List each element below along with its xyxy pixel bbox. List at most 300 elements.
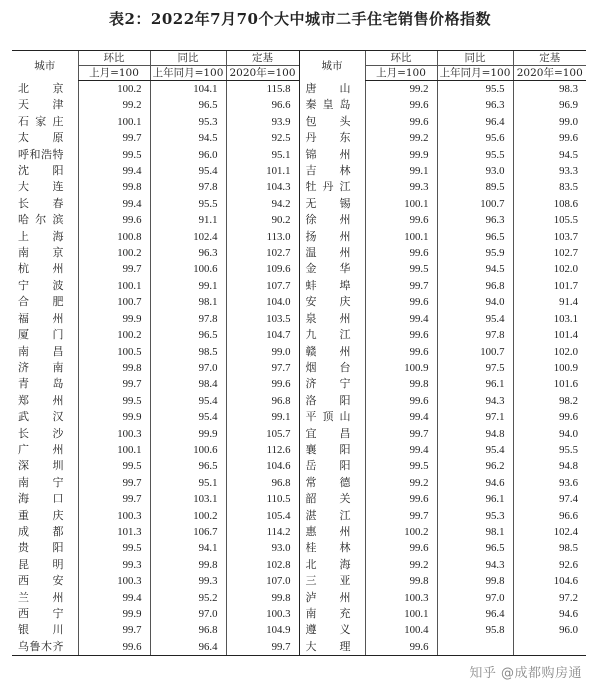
- cell-mom-left: 99.8: [78, 179, 150, 195]
- header-yoy-sub-left: 上年同月=100: [150, 66, 226, 81]
- cell-fixed-right: 94.6: [513, 606, 586, 622]
- cell-fixed-left: 99.1: [226, 409, 299, 425]
- cell-yoy-left: 96.3: [150, 245, 226, 261]
- cell-yoy-left: 97.0: [150, 360, 226, 376]
- cell-city-right: 三亚: [299, 573, 365, 589]
- cell-yoy-left: 96.5: [150, 458, 226, 474]
- cell-fixed-left: 112.6: [226, 442, 299, 458]
- cell-yoy-right: 94.5: [437, 261, 513, 277]
- table-row: [12, 147, 586, 163]
- cell-mom-left: 100.2: [78, 245, 150, 261]
- cell-yoy-right: 89.5: [437, 179, 513, 195]
- cell-city-left: 乌鲁木齐: [12, 639, 78, 656]
- cell-mom-left: 99.9: [78, 409, 150, 425]
- cell-yoy-left: 98.1: [150, 294, 226, 310]
- cell-fixed-left: 96.8: [226, 475, 299, 491]
- table-row: [12, 114, 586, 130]
- cell-mom-left: 99.6: [78, 212, 150, 228]
- header-mom-right: 环比: [365, 51, 437, 66]
- cell-fixed-left: 104.0: [226, 294, 299, 310]
- cell-city-right: 金华: [299, 261, 365, 277]
- cell-fixed-right: 105.5: [513, 212, 586, 228]
- cell-mom-right: 99.6: [365, 294, 437, 310]
- cell-mom-right: 99.6: [365, 114, 437, 130]
- cell-fixed-left: 95.1: [226, 147, 299, 163]
- cell-yoy-left: 97.0: [150, 606, 226, 622]
- cell-city-right: 桂林: [299, 540, 365, 556]
- cell-city-right: 南充: [299, 606, 365, 622]
- cell-fixed-right: 99.0: [513, 114, 586, 130]
- cell-mom-right: 99.1: [365, 163, 437, 179]
- cell-yoy-left: 99.9: [150, 426, 226, 442]
- cell-city-left: 深圳: [18, 459, 64, 473]
- cell-city-right: 秦皇岛: [299, 97, 365, 113]
- cell-mom-right: 99.6: [365, 540, 437, 556]
- cell-mom-left: 99.7: [78, 376, 150, 392]
- cell-mom-left: 99.9: [78, 311, 150, 327]
- cell-fixed-left: 107.7: [226, 278, 299, 294]
- table-row: [12, 196, 586, 212]
- cell-yoy-right: 100.7: [437, 344, 513, 360]
- cell-mom-right: 100.3: [365, 590, 437, 606]
- cell-city-right: 泉州: [299, 311, 365, 327]
- cell-mom-left: 99.4: [78, 196, 150, 212]
- cell-yoy-left: 100.6: [150, 261, 226, 277]
- table-row: [12, 163, 586, 179]
- cell-city-right: 岳阳: [299, 458, 365, 474]
- cell-yoy-right: 95.3: [437, 508, 513, 524]
- table-row: [12, 360, 586, 376]
- cell-fixed-left: 104.3: [226, 179, 299, 195]
- cell-fixed-left: 104.6: [226, 458, 299, 474]
- cell-city-left: 南昌: [18, 344, 64, 358]
- cell-yoy-right: 96.5: [437, 540, 513, 556]
- cell-yoy-right: 97.5: [437, 360, 513, 376]
- cell-fixed-left: 96.8: [226, 393, 299, 409]
- table-row: [12, 130, 586, 146]
- table-row: [12, 590, 586, 606]
- table-row: [12, 508, 586, 524]
- cell-mom-right: 100.4: [365, 622, 437, 638]
- cell-yoy-left: 100.2: [150, 508, 226, 524]
- cell-yoy-right: 95.4: [437, 442, 513, 458]
- header-yoy-right: 同比: [437, 51, 513, 66]
- table-row: [12, 261, 586, 277]
- cell-city-right: 九江: [299, 327, 365, 343]
- header-fixed-sub-left: 2020年=100: [226, 66, 299, 81]
- cell-fixed-left: 92.5: [226, 130, 299, 146]
- cell-city-left: 福州: [18, 311, 64, 325]
- cell-yoy-left: 102.4: [150, 229, 226, 245]
- header-mom-sub-right: 上月=100: [365, 66, 437, 81]
- cell-city-right: 湛江: [299, 508, 365, 524]
- cell-fixed-right: 102.0: [513, 261, 586, 277]
- cell-yoy-right: 96.4: [437, 606, 513, 622]
- cell-yoy-right: 95.8: [437, 622, 513, 638]
- cell-yoy-left: 96.0: [150, 147, 226, 163]
- cell-mom-left: 99.9: [78, 606, 150, 622]
- cell-yoy-left: 98.5: [150, 344, 226, 360]
- price-index-table: [12, 50, 586, 656]
- cell-mom-left: 100.3: [78, 508, 150, 524]
- cell-city-left: 青岛: [18, 377, 64, 391]
- cell-city-right: 济宁: [299, 376, 365, 392]
- cell-fixed-left: 113.0: [226, 229, 299, 245]
- cell-yoy-left: 96.5: [150, 327, 226, 343]
- cell-fixed-left: 97.7: [226, 360, 299, 376]
- cell-fixed-right: 108.6: [513, 196, 586, 212]
- table-body: [12, 81, 586, 656]
- cell-yoy-left: 91.1: [150, 212, 226, 228]
- table-row: [12, 442, 586, 458]
- cell-city-left: 天津: [18, 98, 64, 112]
- cell-fixed-left: 103.5: [226, 311, 299, 327]
- cell-city-left: 西安: [18, 574, 64, 588]
- cell-yoy-left: 104.1: [150, 81, 226, 98]
- table-row: [12, 458, 586, 474]
- cell-yoy-left: 99.3: [150, 573, 226, 589]
- cell-mom-right: 99.4: [365, 442, 437, 458]
- cell-fixed-right: 104.6: [513, 573, 586, 589]
- cell-fixed-left: 101.1: [226, 163, 299, 179]
- cell-mom-right: 99.6: [365, 327, 437, 343]
- cell-mom-right: 100.1: [365, 606, 437, 622]
- cell-yoy-left: 97.8: [150, 311, 226, 327]
- cell-mom-right: 99.7: [365, 278, 437, 294]
- cell-city-right: 牡丹江: [299, 179, 365, 195]
- cell-fixed-right: 103.1: [513, 311, 586, 327]
- table-row: [12, 311, 586, 327]
- cell-fixed-left: 105.7: [226, 426, 299, 442]
- cell-city-right: 大理: [299, 639, 365, 656]
- cell-fixed-left: 99.0: [226, 344, 299, 360]
- cell-mom-left: 99.5: [78, 147, 150, 163]
- cell-mom-right: 99.6: [365, 639, 437, 656]
- cell-yoy-right: 94.6: [437, 475, 513, 491]
- cell-fixed-left: 99.6: [226, 376, 299, 392]
- cell-mom-left: 100.1: [78, 442, 150, 458]
- table-row: [12, 639, 586, 656]
- cell-mom-left: 99.3: [78, 557, 150, 573]
- cell-yoy-left: 96.8: [150, 622, 226, 638]
- cell-yoy-left: 95.4: [150, 393, 226, 409]
- cell-fixed-right: 98.3: [513, 81, 586, 98]
- cell-city-left: 厦门: [18, 328, 64, 342]
- cell-yoy-right: 98.1: [437, 524, 513, 540]
- cell-fixed-right: [513, 639, 586, 656]
- cell-mom-right: 99.4: [365, 311, 437, 327]
- cell-fixed-left: 99.7: [226, 639, 299, 656]
- table-row: [12, 179, 586, 195]
- cell-fixed-right: 94.8: [513, 458, 586, 474]
- header-city-right: 城市: [299, 51, 365, 81]
- cell-fixed-right: 97.2: [513, 590, 586, 606]
- cell-fixed-right: 83.5: [513, 179, 586, 195]
- cell-city-right: 蚌埠: [299, 278, 365, 294]
- cell-fixed-right: 96.6: [513, 508, 586, 524]
- cell-fixed-left: 90.2: [226, 212, 299, 228]
- table-row: [12, 97, 586, 113]
- cell-city-left: 兰州: [18, 590, 64, 604]
- cell-fixed-right: 93.6: [513, 475, 586, 491]
- header-fixed-left: 定基: [226, 51, 299, 66]
- table-row: [12, 278, 586, 294]
- cell-yoy-right: 95.5: [437, 147, 513, 163]
- cell-city-right: 锦州: [299, 147, 365, 163]
- cell-mom-left: 99.8: [78, 360, 150, 376]
- table-row: [12, 491, 586, 507]
- cell-fixed-left: 102.7: [226, 245, 299, 261]
- cell-city-left: 南京: [18, 246, 64, 260]
- cell-city-left: 郑州: [18, 393, 64, 407]
- cell-fixed-right: 95.5: [513, 442, 586, 458]
- cell-fixed-left: 94.2: [226, 196, 299, 212]
- table-row: [12, 393, 586, 409]
- cell-city-left: 石家庄: [18, 114, 64, 128]
- cell-city-right: 无锡: [299, 196, 365, 212]
- cell-mom-right: 99.2: [365, 557, 437, 573]
- table-row: [12, 327, 586, 343]
- cell-yoy-right: 99.8: [437, 573, 513, 589]
- cell-mom-left: 100.7: [78, 294, 150, 310]
- cell-city-right: 丹东: [299, 130, 365, 146]
- cell-fixed-right: 97.4: [513, 491, 586, 507]
- cell-yoy-right: 97.8: [437, 327, 513, 343]
- cell-mom-right: 99.7: [365, 426, 437, 442]
- cell-mom-right: 99.2: [365, 130, 437, 146]
- cell-city-right: 遵义: [299, 622, 365, 638]
- table-row: [12, 524, 586, 540]
- cell-yoy-right: 95.9: [437, 245, 513, 261]
- table-row: [12, 409, 586, 425]
- table-row: [12, 426, 586, 442]
- cell-fixed-left: 114.2: [226, 524, 299, 540]
- cell-mom-left: 99.5: [78, 540, 150, 556]
- cell-mom-right: 99.8: [365, 573, 437, 589]
- cell-mom-right: 99.6: [365, 212, 437, 228]
- cell-mom-right: 99.6: [365, 344, 437, 360]
- cell-fixed-right: 103.7: [513, 229, 586, 245]
- cell-yoy-right: 94.3: [437, 393, 513, 409]
- cell-mom-left: 100.8: [78, 229, 150, 245]
- cell-city-left: 杭州: [18, 262, 64, 276]
- cell-fixed-right: 92.6: [513, 557, 586, 573]
- cell-yoy-right: 96.3: [437, 97, 513, 113]
- cell-city-left: 重庆: [18, 508, 64, 522]
- cell-mom-left: 99.7: [78, 491, 150, 507]
- cell-city-left: 银川: [18, 623, 64, 637]
- cell-city-left: 上海: [18, 229, 64, 243]
- cell-yoy-right: 96.3: [437, 212, 513, 228]
- table-row: [12, 344, 586, 360]
- header-mom-left: 环比: [78, 51, 150, 66]
- table-row: [12, 245, 586, 261]
- cell-mom-left: 99.5: [78, 458, 150, 474]
- cell-fixed-left: 110.5: [226, 491, 299, 507]
- cell-mom-left: 99.4: [78, 163, 150, 179]
- cell-mom-left: 100.2: [78, 81, 150, 98]
- cell-fixed-left: 100.3: [226, 606, 299, 622]
- cell-yoy-right: 94.0: [437, 294, 513, 310]
- cell-city-right: 韶关: [299, 491, 365, 507]
- header-mom-sub-left: 上月=100: [78, 66, 150, 81]
- header-fixed-right: 定基: [513, 51, 586, 66]
- cell-city-right: 安庆: [299, 294, 365, 310]
- cell-fixed-right: 91.4: [513, 294, 586, 310]
- cell-yoy-right: 95.5: [437, 81, 513, 98]
- cell-city-left: 太原: [18, 131, 64, 145]
- cell-yoy-left: 96.4: [150, 639, 226, 656]
- cell-fixed-left: 104.9: [226, 622, 299, 638]
- cell-yoy-left: 94.5: [150, 130, 226, 146]
- header-yoy-sub-right: 上年同月=100: [437, 66, 513, 81]
- cell-fixed-left: 96.6: [226, 97, 299, 113]
- cell-yoy-right: 96.4: [437, 114, 513, 130]
- cell-mom-right: 100.9: [365, 360, 437, 376]
- cell-fixed-right: 99.6: [513, 130, 586, 146]
- cell-city-right: 泸州: [299, 590, 365, 606]
- cell-mom-left: 99.7: [78, 130, 150, 146]
- cell-mom-left: 99.2: [78, 97, 150, 113]
- cell-fixed-right: 102.4: [513, 524, 586, 540]
- cell-city-left: 广州: [18, 442, 64, 456]
- cell-mom-left: 99.7: [78, 261, 150, 277]
- cell-yoy-right: 94.3: [437, 557, 513, 573]
- cell-city-right: 宜昌: [299, 426, 365, 442]
- cell-mom-right: 99.9: [365, 147, 437, 163]
- cell-fixed-right: 96.0: [513, 622, 586, 638]
- cell-fixed-right: 101.7: [513, 278, 586, 294]
- table-row: [12, 606, 586, 622]
- cell-city-right: 惠州: [299, 524, 365, 540]
- page-title: 表2：2022年7月70个大中城市二手住宅销售价格指数: [109, 10, 491, 28]
- cell-yoy-right: 96.1: [437, 376, 513, 392]
- cell-mom-right: 99.5: [365, 458, 437, 474]
- cell-mom-right: 99.6: [365, 393, 437, 409]
- cell-fixed-right: 101.4: [513, 327, 586, 343]
- cell-fixed-right: 102.0: [513, 344, 586, 360]
- cell-city-left: 贵阳: [18, 541, 64, 555]
- cell-yoy-left: 98.4: [150, 376, 226, 392]
- cell-city-left: 大连: [18, 180, 64, 194]
- cell-city-left: 武汉: [18, 410, 64, 424]
- cell-mom-left: 99.5: [78, 393, 150, 409]
- cell-yoy-right: 94.8: [437, 426, 513, 442]
- cell-mom-right: 99.3: [365, 179, 437, 195]
- cell-fixed-left: 115.8: [226, 81, 299, 98]
- table-row: [12, 475, 586, 491]
- cell-yoy-left: 95.5: [150, 196, 226, 212]
- header-yoy-left: 同比: [150, 51, 226, 66]
- cell-mom-left: 100.3: [78, 426, 150, 442]
- cell-city-right: 洛阳: [299, 393, 365, 409]
- cell-city-right: 赣州: [299, 344, 365, 360]
- cell-mom-left: 100.1: [78, 114, 150, 130]
- table-row: [12, 622, 586, 638]
- cell-mom-left: 101.3: [78, 524, 150, 540]
- cell-mom-left: 100.5: [78, 344, 150, 360]
- cell-mom-left: 99.4: [78, 590, 150, 606]
- cell-city-left: 昆明: [18, 557, 64, 571]
- cell-fixed-left: 99.8: [226, 590, 299, 606]
- cell-mom-right: 100.1: [365, 229, 437, 245]
- cell-fixed-right: 98.2: [513, 393, 586, 409]
- cell-fixed-left: 104.7: [226, 327, 299, 343]
- cell-fixed-right: 99.6: [513, 409, 586, 425]
- cell-yoy-left: 99.8: [150, 557, 226, 573]
- cell-city-left: 合肥: [18, 295, 64, 309]
- cell-fixed-right: 96.9: [513, 97, 586, 113]
- cell-mom-right: 99.6: [365, 491, 437, 507]
- cell-yoy-left: 95.1: [150, 475, 226, 491]
- cell-yoy-right: 100.7: [437, 196, 513, 212]
- cell-yoy-left: 95.4: [150, 163, 226, 179]
- cell-city-right: 包头: [299, 114, 365, 130]
- cell-yoy-left: 95.3: [150, 114, 226, 130]
- table-row: [12, 557, 586, 573]
- cell-yoy-right: [437, 639, 513, 656]
- cell-yoy-right: 95.4: [437, 311, 513, 327]
- cell-yoy-right: 96.1: [437, 491, 513, 507]
- cell-fixed-right: 98.5: [513, 540, 586, 556]
- cell-city-right: 襄阳: [299, 442, 365, 458]
- cell-city-left: 海口: [18, 492, 64, 506]
- cell-fixed-left: 109.6: [226, 261, 299, 277]
- cell-city-right: 北海: [299, 557, 365, 573]
- watermark: 知乎 @成都购房通: [469, 666, 582, 681]
- cell-fixed-right: 94.5: [513, 147, 586, 163]
- cell-yoy-left: 97.8: [150, 179, 226, 195]
- cell-fixed-right: 102.7: [513, 245, 586, 261]
- cell-city-left: 长春: [18, 196, 64, 210]
- cell-city-right: 常德: [299, 475, 365, 491]
- cell-fixed-left: 93.0: [226, 540, 299, 556]
- cell-mom-right: 99.6: [365, 97, 437, 113]
- cell-mom-right: 99.6: [365, 245, 437, 261]
- cell-city-left: 呼和浩特: [18, 147, 64, 161]
- cell-city-right: 扬州: [299, 229, 365, 245]
- cell-city-left: 西宁: [18, 607, 64, 620]
- cell-yoy-left: 95.4: [150, 409, 226, 425]
- cell-city-left: 长沙: [18, 426, 64, 440]
- cell-yoy-left: 99.1: [150, 278, 226, 294]
- cell-city-left: 哈尔滨: [18, 213, 64, 227]
- table-row: [12, 540, 586, 556]
- cell-mom-left: 100.1: [78, 278, 150, 294]
- cell-fixed-left: 105.4: [226, 508, 299, 524]
- cell-mom-left: 100.2: [78, 327, 150, 343]
- cell-yoy-left: 94.1: [150, 540, 226, 556]
- cell-city-right: 烟台: [299, 360, 365, 376]
- table-row: [12, 81, 586, 98]
- cell-mom-right: 100.2: [365, 524, 437, 540]
- cell-city-left: 成都: [18, 524, 64, 538]
- header-city-left: 城市: [12, 51, 78, 81]
- cell-mom-left: 99.7: [78, 622, 150, 638]
- cell-city-left: 沈阳: [18, 164, 64, 178]
- cell-city-right: 吉林: [299, 163, 365, 179]
- cell-city-left: 南宁: [18, 475, 64, 489]
- cell-mom-right: 100.1: [365, 196, 437, 212]
- cell-fixed-right: 94.0: [513, 426, 586, 442]
- cell-yoy-right: 96.2: [437, 458, 513, 474]
- table-row: [12, 294, 586, 310]
- cell-yoy-right: 93.0: [437, 163, 513, 179]
- cell-mom-left: 100.3: [78, 573, 150, 589]
- table-row: [12, 229, 586, 245]
- cell-city-left: 北京: [18, 81, 64, 95]
- cell-city-left: 宁波: [18, 278, 64, 292]
